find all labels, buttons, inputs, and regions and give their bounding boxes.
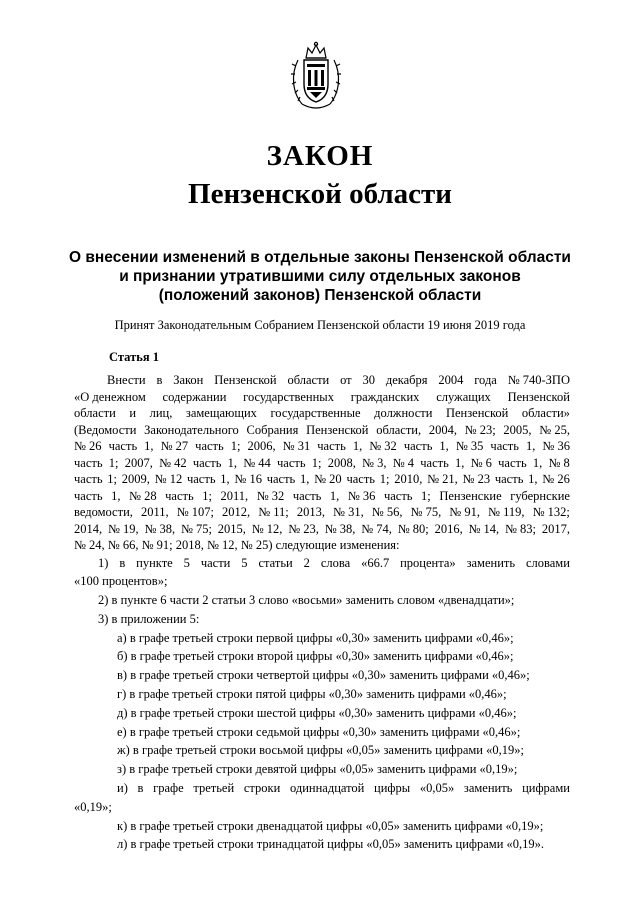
word: часть [292, 488, 322, 503]
word: часть [317, 439, 346, 453]
word: № 42 [159, 455, 187, 470]
word: 2011, [220, 488, 249, 503]
heading-line: и признании утратившими силу отдельных законов [119, 268, 521, 285]
word: № 80; [397, 521, 429, 536]
word: часть [276, 455, 306, 470]
word: 1; [202, 488, 212, 503]
word: Собрания [246, 422, 299, 437]
word: в) в графе третьей строки четвертой цифры «0,30» заменить цифрами «0,46»; [117, 668, 530, 683]
word: ведомости, [74, 505, 133, 519]
word: 2013, [296, 505, 325, 519]
word: статьи [258, 555, 293, 570]
word: 2012, [222, 505, 251, 519]
word: 1, [352, 439, 363, 453]
word: Пензенской [507, 389, 570, 404]
word: 1; [311, 455, 322, 470]
word: «О денежном [74, 389, 146, 404]
word: 2004, [428, 422, 457, 437]
word: содержании [162, 389, 227, 404]
paragraph-line [74, 537, 570, 554]
word: 1; [421, 488, 431, 503]
word: служащих [436, 389, 491, 404]
law-heading [60, 248, 580, 305]
word: гражданских [350, 389, 420, 404]
word: цифры [374, 781, 411, 796]
subitem-line [74, 835, 570, 854]
subitem-line [74, 666, 570, 685]
word: Законодательного [144, 422, 239, 437]
article-body [74, 372, 570, 854]
word: № 56, [371, 505, 403, 519]
word: 1, [220, 472, 230, 486]
word: 1; [107, 472, 118, 486]
word: часть [192, 455, 222, 470]
word: губернские [510, 488, 570, 503]
word: 2009, [121, 472, 150, 486]
word: 1; [108, 455, 119, 470]
word: области [287, 373, 330, 387]
word: часть [74, 488, 103, 503]
word: № 740-ЗПО [507, 373, 570, 387]
word: № 16 [234, 472, 262, 486]
word: № 83; [505, 521, 537, 536]
word: в [137, 781, 144, 796]
subitem-line [74, 647, 570, 666]
word: № 32 [256, 488, 285, 503]
amendment-item-line [74, 554, 570, 573]
word: № 44 [243, 455, 271, 470]
word: часть [186, 472, 216, 486]
paragraph-line [74, 438, 570, 455]
word: № 119, [488, 505, 525, 519]
word: «0,19»; [74, 799, 112, 814]
word: должности [374, 406, 433, 420]
paragraph-line [74, 455, 570, 472]
word: 1; [230, 439, 241, 453]
subitem-line [74, 685, 570, 704]
word: одиннадцатой [289, 781, 365, 796]
word: № 38, [324, 521, 356, 536]
word: № 6 [470, 455, 492, 470]
word: № 35 [455, 439, 484, 453]
word: часть [383, 488, 413, 503]
word: № 21, [427, 472, 458, 486]
word: процента» [400, 555, 456, 570]
word: «66.7 [361, 555, 390, 570]
word: от [340, 373, 352, 387]
word: 2011, [140, 505, 169, 519]
word: области [74, 406, 116, 420]
word: строки [243, 781, 281, 796]
word: 3) в приложении 5: [98, 611, 200, 626]
word: 2004 [438, 373, 464, 387]
word: 1, [526, 439, 536, 453]
word: 1, [227, 455, 237, 470]
word: часть [494, 472, 524, 486]
word: № 38, [144, 521, 176, 536]
penza-coat-of-arms-icon [288, 40, 344, 112]
word: декабря [385, 373, 428, 387]
word: е) в графе третьей строки седьмой цифры «0,30» заменить цифрами «0,46»; [117, 724, 521, 739]
word: 1, [528, 472, 538, 486]
word: л) в графе третьей строки тринадцатой цифры «0,05» заменить цифрами «0,19». [117, 837, 545, 852]
word: пункте [136, 555, 173, 570]
word: № 36 [347, 488, 376, 503]
word: б) в графе третьей строки второй цифры «0,30» заменить цифрами «0,46»; [117, 649, 514, 664]
amendment-item-line [74, 610, 570, 629]
word: з) в графе третьей строки девятой цифры «0,05» заменить цифрами «0,19»; [117, 762, 518, 777]
word: часть [165, 488, 194, 503]
amendment-item-line [74, 572, 570, 591]
word: (Ведомости [74, 422, 137, 437]
word: часть [195, 439, 224, 453]
word: № 23; [464, 422, 496, 437]
paragraph-line [74, 471, 570, 488]
heading-line: О внесении изменений в отдельные законы Пензенской области [69, 249, 571, 266]
word: № 132; [532, 505, 570, 519]
word: № 23, [288, 521, 319, 536]
subitem-line [74, 741, 570, 760]
subitem-line [74, 798, 570, 817]
subitem-line [74, 704, 570, 723]
word: № 75, [410, 505, 442, 519]
word: замещающих [185, 406, 257, 420]
word: 2008, [327, 455, 356, 470]
amendment-list [74, 554, 570, 855]
word: № 26 [74, 439, 102, 453]
word: часть [403, 439, 433, 453]
word: часть [346, 472, 375, 486]
word: № 28 [129, 488, 157, 503]
word: № 3, [362, 455, 387, 470]
subitem-line [74, 629, 570, 648]
word: № 14, [468, 521, 500, 536]
word: 1, [455, 455, 465, 470]
word: № 8 [548, 455, 570, 470]
word: ж) в графе третьей строки восьмой цифры «0,05» заменить цифрами «0,19»; [117, 743, 524, 758]
word: д) в графе третьей строки шестой цифры «0,30» заменить цифрами «0,46»; [117, 705, 517, 720]
word: 1, [144, 439, 154, 453]
paragraph-line [74, 389, 570, 406]
word: часть [420, 455, 449, 470]
word: цифрами [522, 781, 570, 796]
word: 1, [439, 439, 449, 453]
word: Пензенской [214, 373, 277, 387]
subitem-line [74, 817, 570, 836]
word: Пензенские [439, 488, 502, 503]
word: № 11; [258, 505, 289, 519]
word: Пензенской [306, 422, 369, 437]
word: № 27 [160, 439, 189, 453]
word: области» [521, 406, 570, 420]
word: часть [74, 455, 103, 470]
word: области, [376, 422, 422, 437]
word: Пензенской [445, 406, 509, 420]
word: 1, [300, 472, 310, 486]
word: части [200, 555, 231, 570]
word: № 4 [392, 455, 415, 470]
word: словами [525, 555, 570, 570]
word: государственные [270, 406, 361, 420]
word: часть [74, 472, 103, 486]
word: 2005, [503, 422, 532, 437]
word: № 75; [180, 521, 212, 536]
word: третьей [193, 781, 235, 796]
word: Внести [107, 373, 146, 387]
word: заменить [466, 555, 516, 570]
word: часть [498, 455, 527, 470]
word: 2010, [394, 472, 423, 486]
word: 2014, [74, 521, 103, 536]
word: № 25, [539, 422, 570, 437]
paragraph-line [74, 422, 570, 439]
word: 30 [362, 373, 375, 387]
word: 1, [532, 455, 543, 470]
word: № 19, [107, 521, 139, 536]
word: заменить [463, 781, 513, 796]
word: 2 [303, 555, 310, 570]
word: 2015, [217, 521, 246, 536]
subitem-line [74, 779, 570, 798]
word: «100 процентов»; [74, 574, 168, 589]
word: № 31 [282, 439, 311, 453]
word: № 12 [154, 472, 183, 486]
word: и [129, 406, 137, 420]
paragraph-line [74, 372, 570, 389]
word: года [474, 373, 497, 387]
word: часть [108, 439, 138, 453]
word: № 32 [369, 439, 397, 453]
amendment-item-line [74, 591, 570, 610]
word: № 74, [361, 521, 392, 536]
article-paragraph [74, 372, 570, 554]
document-type-title: ЗАКОН [266, 140, 374, 172]
word: государственных [243, 389, 334, 404]
word: 5 [183, 555, 190, 570]
word: слова [320, 555, 351, 570]
word: в [119, 555, 126, 570]
word: 1; [379, 472, 390, 486]
word: 2007, [124, 455, 153, 470]
word: № 20 [314, 472, 342, 486]
word: № 107; [176, 505, 214, 519]
word: лиц, [149, 406, 173, 420]
word: часть [266, 472, 296, 486]
word: а) в графе третьей строки первой цифры «0,30» заменить цифрами «0,46»; [117, 630, 514, 645]
adoption-note: Принят Законодательным Собранием Пензенской области 19 июня 2019 года [114, 318, 526, 332]
article-title: Статья 1 [109, 350, 159, 364]
word: № 26 [542, 472, 570, 486]
word: Закон [173, 373, 204, 387]
paragraph-line [74, 488, 570, 505]
word: 1, [329, 488, 340, 503]
subitem-line [74, 723, 570, 742]
word: 2) в пункте 6 части 2 статьи 3 слово «восьми» заменить словом «двенадцати»; [98, 593, 515, 608]
word: часть [490, 439, 519, 453]
paragraph-line [74, 521, 570, 538]
word: к) в графе третьей строки двенадцатой цифры «0,05» заменить цифрами «0,19»; [117, 818, 544, 833]
paragraph-line [74, 405, 570, 422]
word: 2006, [247, 439, 276, 453]
word: 5 [241, 555, 248, 570]
subitem-line [74, 760, 570, 779]
word: и) [117, 781, 128, 796]
word: 1, [111, 488, 121, 503]
word: № 91, [449, 505, 480, 519]
word: «0,05» [419, 781, 455, 796]
word: № 31, [333, 505, 364, 519]
word: № 12, [251, 521, 283, 536]
word: в [156, 373, 163, 387]
word: № 24, № 66, № 91; 2018, № 12, № 25) следующие изменения: [74, 538, 400, 552]
word: графе [153, 781, 184, 796]
word: 2017, [541, 521, 570, 536]
word: 1) [98, 555, 109, 570]
paragraph-line [74, 504, 570, 521]
word: 2016, [434, 521, 463, 536]
word: № 36 [542, 439, 570, 453]
heading-line: (положений законов) Пензенской области [158, 287, 482, 304]
word: г) в графе третьей строки пятой цифры «0,30» заменить цифрами «0,46»; [117, 687, 507, 702]
region-title: Пензенской области [188, 178, 452, 210]
word: № 23 [462, 472, 491, 486]
